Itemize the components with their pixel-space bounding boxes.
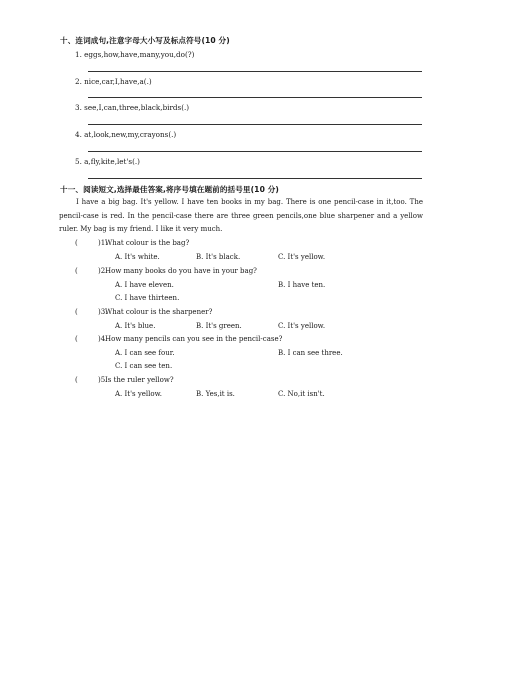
option-2c: C. I have thirteen. (115, 294, 180, 302)
question-num-2: )2. (98, 267, 108, 275)
answer-paren-5[interactable]: ( (75, 376, 78, 384)
question-text-1: What colour is the bag? (105, 239, 190, 247)
question-text-5: Is the ruler yellow? (105, 376, 174, 384)
sentence-item-5: 5. a,fly,kite,let's(.) (75, 157, 140, 166)
option-2a: A. I have eleven. (115, 281, 174, 289)
passage-text: I have a big bag. It's yellow. I have ten books in my bag. There is one pencil-case in it,too. The pencil-case is red. In the pencil-case there are three green pencils,one blue sharpener and a yellow ruler. My bag is my friend. I like it very much. (59, 198, 423, 233)
option-1a: A. It's white. (115, 253, 160, 261)
section-10-title: 十、连词成句,注意字母大小写及标点符号(10 分) (60, 36, 230, 45)
question-num-1: )1. (98, 239, 108, 247)
option-5a: A. It's yellow. (115, 390, 163, 398)
sentence-item-4: 4. at,look,new,my,crayons(.) (75, 130, 177, 139)
sentence-item-1: 1. eggs,how,have,many,you,do(?) (75, 50, 195, 59)
answer-line-5[interactable] (88, 178, 422, 179)
answer-line-3[interactable] (88, 124, 422, 125)
option-3a: A. It's blue. (115, 322, 156, 330)
answer-paren-1[interactable]: ( (75, 239, 78, 247)
option-1c: C. It's yellow. (278, 253, 326, 261)
option-4a: A. I can see four. (115, 349, 175, 357)
option-2b: B. I have ten. (278, 281, 326, 289)
answer-line-1[interactable] (88, 71, 422, 72)
option-3b: B. It's green. (196, 322, 242, 330)
question-num-4: )4. (98, 335, 108, 343)
reading-passage (59, 196, 423, 237)
option-5b: B. Yes,it is. (196, 390, 235, 398)
option-4b: B. I can see three. (278, 349, 343, 357)
question-text-2: How many books do you have in your bag? (105, 267, 257, 275)
option-4c: C. I can see ten. (115, 362, 173, 370)
answer-line-2[interactable] (88, 97, 422, 98)
question-text-4: How many pencils can you see in the pencil-case? (105, 335, 283, 343)
answer-paren-3[interactable]: ( (75, 308, 78, 316)
option-5c: C. No,it isn't. (278, 390, 325, 398)
sentence-item-3: 3. see,I,can,three,black,birds(.) (75, 103, 190, 112)
sentence-item-2: 2. nice,car,I,have,a(.) (75, 77, 152, 86)
answer-paren-4[interactable]: ( (75, 335, 78, 343)
answer-paren-2[interactable]: ( (75, 267, 78, 275)
option-1b: B. It's black. (196, 253, 241, 261)
section-11-title: 十一、阅读短文,选择最佳答案,将序号填在题前的括号里(10 分) (60, 185, 279, 194)
question-text-3: What colour is the sharpener? (105, 308, 213, 316)
question-num-3: )3. (98, 308, 108, 316)
question-num-5: )5. (98, 376, 108, 384)
answer-line-4[interactable] (88, 151, 422, 152)
option-3c: C. It's yellow. (278, 322, 326, 330)
